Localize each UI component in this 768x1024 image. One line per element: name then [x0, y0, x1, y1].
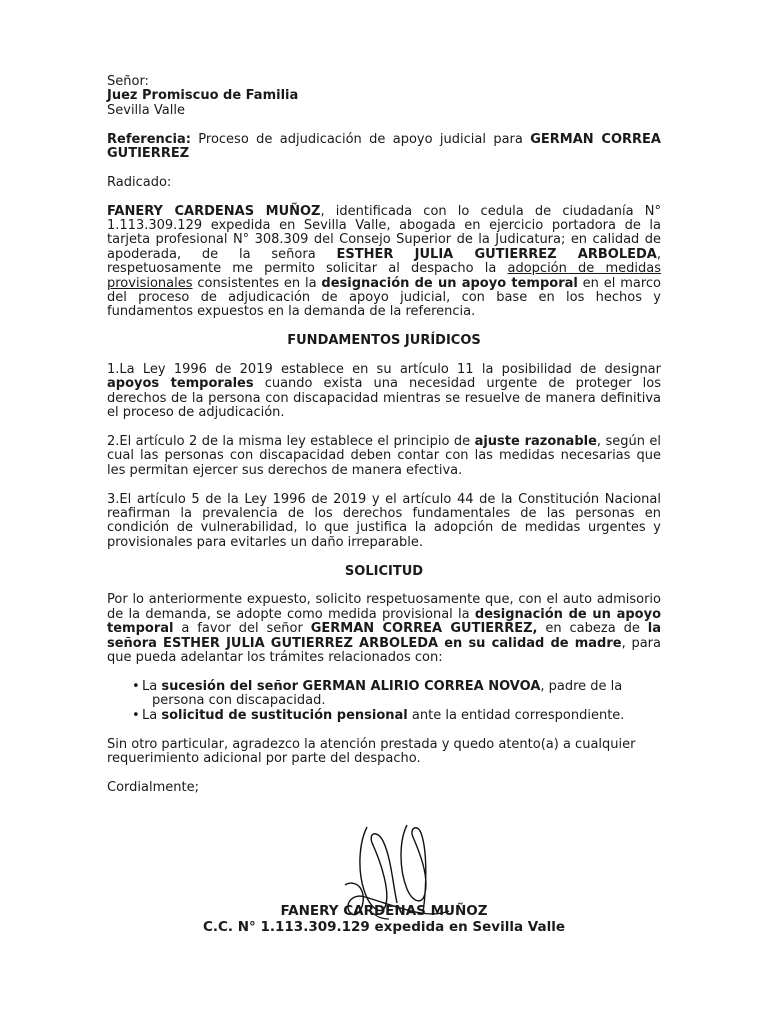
fundamento-2: 2.El artículo 2 de la misma ley establece el principio de ajuste razonable, según el cual las personas con discapacidad deben contar con las medidas necesarias que les permitan ejercer sus derechos de manera efectiva. — [107, 434, 661, 478]
signatory-name: FANERY CARDENAS MUÑOZ — [280, 903, 488, 919]
intro-paragraph: FANERY CARDENAS MUÑOZ, identificada con lo cedula de ciudadanía N° 1.113.309.129 expedida en Sevilla Valle, abogada en ejercicio portadora de la tarjeta profesional N° 308.309 del Consejo Superior de la Judicatura; en calidad de apoderada, de la señora ESTHER JULIA GUTIERREZ ARBOLEDA, respetuosamente me permito solicitar al despacho la adopción de medidas provisionales consistentes en la designación de un apoyo temporal en el marco del proceso de adjudicación de apoyo judicial, con base en los hechos y fundamentos expuestos en la demanda de la referencia. — [107, 203, 661, 320]
section-title-fundamentos: FUNDAMENTOS JURÍDICOS — [287, 333, 481, 349]
section-title-solicitud: SOLICITUD — [344, 563, 424, 579]
fundamento-3: 3.El artículo 5 de la Ley 1996 de 2019 y el artículo 44 de la Constitución Nacional reafirman la prevalencia de los derechos fundamentales de las personas en condición de vulnerabilidad, lo que justifica la adopción de medidas urgentes y provisionales para evitarles un daño irreparable. — [107, 491, 661, 550]
letter — [107, 74, 662, 935]
signatory-id: C.C. N° 1.113.309.129 expedida en Sevilla Valle — [202, 919, 566, 935]
request-list — [107, 680, 661, 723]
farewell: Cordialmente; — [107, 779, 199, 795]
list-item: • La solicitud de sustitución pensional ante la entidad correspondiente. — [132, 707, 625, 723]
solicitud-paragraph: Por lo anteriormente expuesto, solicito respetuosamente que, con el auto admisorio de la demanda, se adopte como medida provisional la designación de un apoyo temporal a favor del señor GERMAN CORREA GUTIERREZ, en cabeza de la señora ESTHER JULIA GUTIERREZ ARBOLEDA en su calidad de madre, para que pueda adelantar los trámites relacionados con: — [107, 592, 662, 666]
city: Sevilla Valle — [107, 102, 185, 118]
closing-paragraph: Sin otro particular, agradezco la atención prestada y quedo atento(a) a cualquier requerimiento adicional por parte del despacho. — [107, 736, 636, 766]
signatory-block — [107, 903, 661, 935]
reference: Referencia: Proceso de adjudicación de apoyo judicial para GERMAN CORREA GUTIERREZ — [107, 131, 661, 162]
fundamento-1: 1.La Ley 1996 de 2019 establece en su artículo 11 la posibilidad de designar apoyos temporales cuando exista una necesidad urgente de proteger los derechos de la persona con discapacidad mientras se resuelve de manera definitiva el proceso de adjudicación. — [107, 362, 662, 421]
recipient: Juez Promiscuo de Familia — [107, 88, 299, 104]
list-item: • La sucesión del señor GERMAN ALIRIO CORREA NOVOA, padre de la persona con discapacidad. — [132, 678, 623, 709]
salutation: Señor: — [107, 74, 149, 89]
radicado: Radicado: — [107, 174, 172, 190]
